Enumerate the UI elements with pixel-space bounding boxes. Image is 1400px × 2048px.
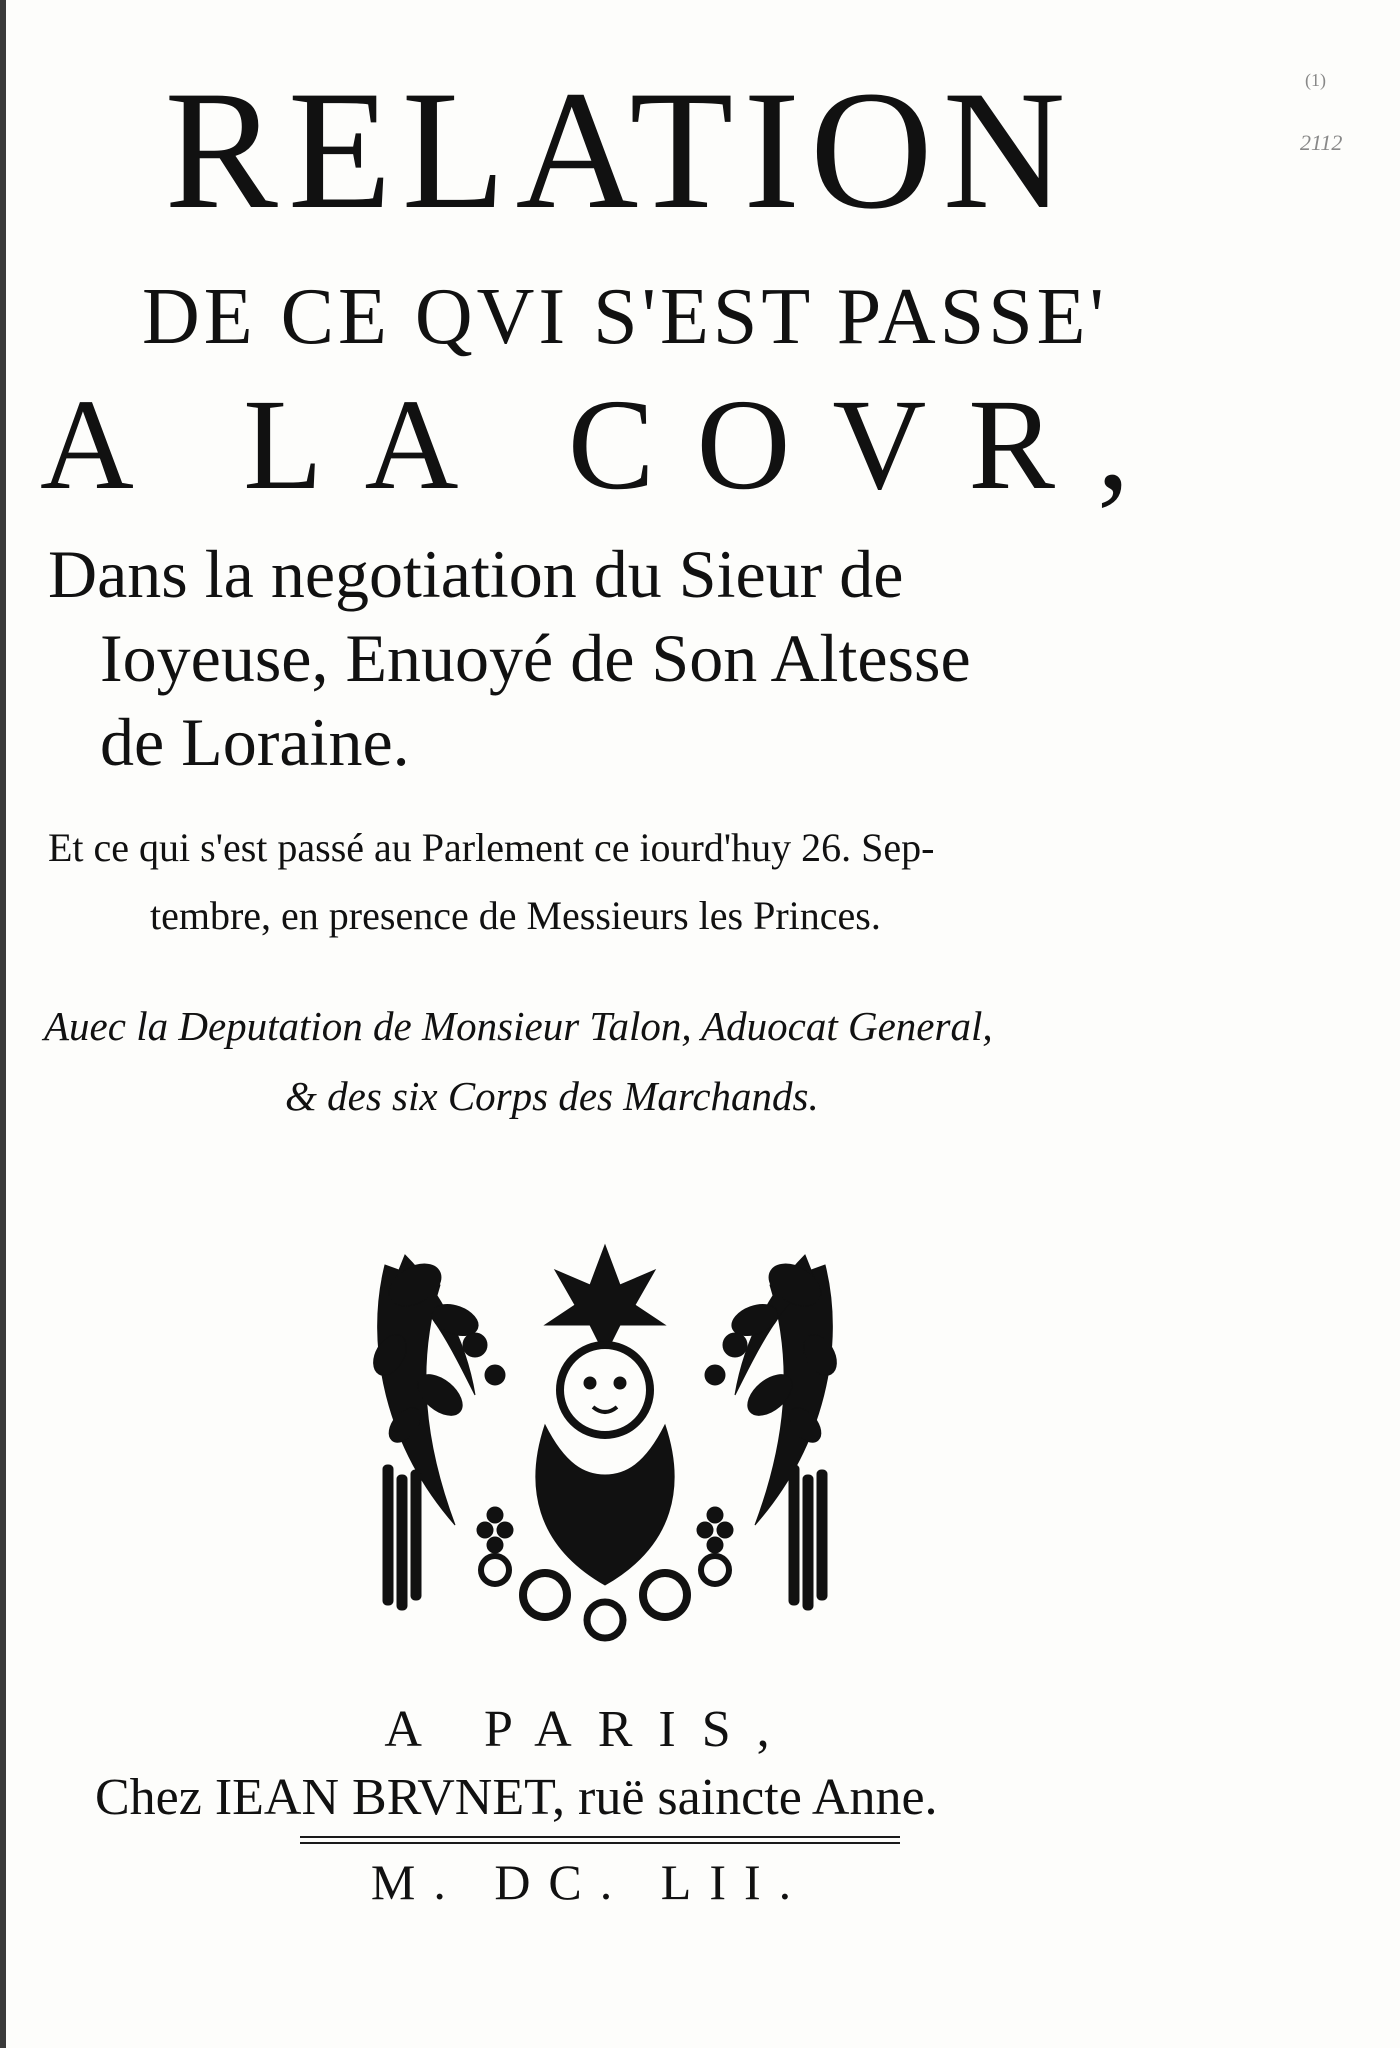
- divider: [300, 1836, 900, 1838]
- imprint-date: M. DC. LII.: [370, 1854, 810, 1910]
- title-court: A LA COVR,: [40, 373, 1172, 517]
- deputation-line: & des six Corps des Marchands.: [285, 1073, 819, 1119]
- floral-vignette-icon: [345, 1225, 865, 1655]
- deputation-line: Auec la Deputation de Monsieur Talon, Aduocat General,: [44, 1003, 993, 1049]
- title-subtitle: DE CE QVI S'EST PASSE': [142, 273, 1108, 361]
- parlement-line: Et ce qui s'est passé au Parlement ce iourd'huy 26. Sep-: [48, 825, 935, 870]
- imprint-city: A PARIS,: [384, 1701, 796, 1758]
- description-line: de Loraine.: [100, 704, 410, 780]
- description-line: Dans la negotiation du Sieur de: [48, 536, 904, 612]
- imprint-printer: Chez IEAN BRVNET, ruë saincte Anne.: [95, 1769, 938, 1826]
- parlement-line: tembre, en presence de Messieurs les Princes.: [150, 893, 881, 938]
- divider: [300, 1842, 900, 1844]
- margin-note: (1): [1305, 70, 1326, 90]
- description-line: Ioyeuse, Enuoyé de Son Altesse: [100, 620, 971, 696]
- title-main: RELATION: [164, 56, 1076, 244]
- margin-note: 2112: [1300, 130, 1343, 155]
